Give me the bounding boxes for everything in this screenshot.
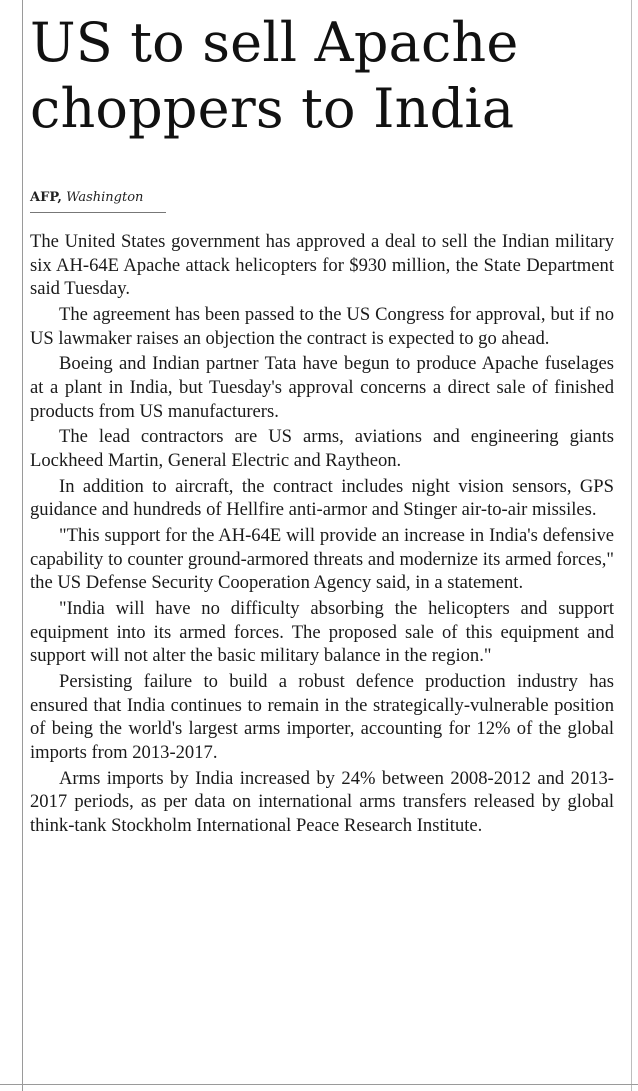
- paragraph: Boeing and Indian partner Tata have begun to produce Apache fuselages at a plant in India, but Tuesday's approval concerns a direct sale of finished products from US manufacturers.: [30, 353, 614, 422]
- paragraph: The agreement has been passed to the US Congress for approval, but if no US lawmaker raises an objection the contract is expected to go ahead.: [30, 303, 614, 349]
- paragraph: "India will have no difficulty absorbing the helicopters and support equipment into its armed forces. The proposed sale of this equipment and support will not alter the basic military balance in the region.": [30, 598, 614, 667]
- headline: [30, 10, 630, 142]
- paragraph: Persisting failure to build a robust defence production industry has ensured that India continues to remain in the strategically-vulnerable position of being the world's largest arms importer, accounting for 12% of the global imports from 2013-2017.: [30, 671, 614, 763]
- byline-place: Washington: [66, 190, 144, 205]
- right-column-rule: [631, 0, 632, 1091]
- left-column-rule: [22, 0, 23, 1091]
- byline: [30, 190, 143, 206]
- headline-line-2: choppers to India: [30, 77, 515, 140]
- headline-line-1: US to sell Apache: [30, 11, 519, 74]
- byline-agency: AFP,: [30, 190, 62, 205]
- paragraph: The lead contractors are US arms, aviations and engineering giants Lockheed Martin, General Electric and Raytheon.: [30, 426, 614, 471]
- article-body: [30, 230, 614, 840]
- paragraph: In addition to aircraft, the contract includes night vision sensors, GPS guidance and hundreds of Hellfire anti-armor and Stinger air-to-air missiles.: [30, 475, 614, 521]
- paragraph: "This support for the AH-64E will provide an increase in India's defensive capability to counter ground-armored threats and modernize its armed forces," the US Defense Security Cooperation Agency said, in a statement.: [30, 525, 614, 594]
- byline-divider: [30, 212, 166, 213]
- paragraph: Arms imports by India increased by 24% between 2008-2012 and 2013-2017 periods, as per data on international arms transfers released by global think-tank Stockholm International Peace Research Institute.: [30, 767, 614, 836]
- paragraph: The United States government has approved a deal to sell the Indian military six AH-64E Apache attack helicopters for $930 million, the State Department said Tuesday.: [30, 231, 614, 300]
- bottom-rule: [0, 1084, 638, 1085]
